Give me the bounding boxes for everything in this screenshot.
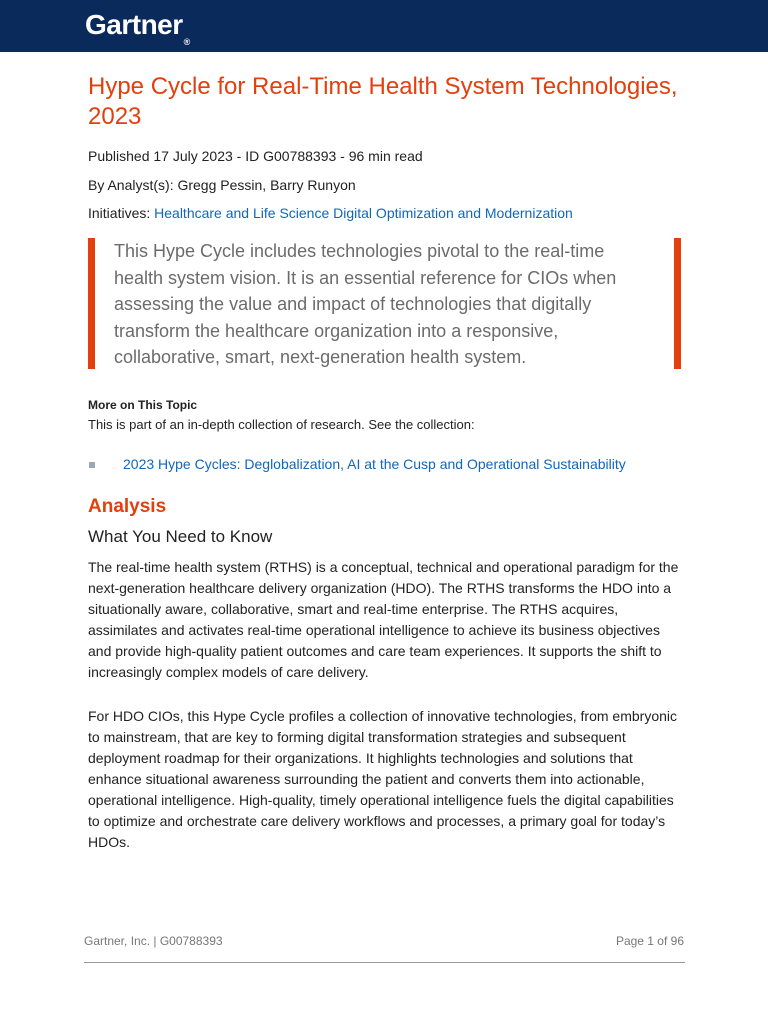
footer-page-number: Page 1 of 96 xyxy=(615,934,684,948)
header-bar xyxy=(0,0,768,52)
what-you-need-to-know-heading: What You Need to Know xyxy=(88,527,273,546)
published-info: Published 17 July 2023 - ID G00788393 - 96 min read xyxy=(88,148,423,164)
initiatives-info xyxy=(88,204,573,222)
more-topic-title: More on This Topic xyxy=(88,398,198,412)
logo-text: Gartner xyxy=(85,9,183,40)
list-bullet xyxy=(89,462,95,468)
footer-divider xyxy=(84,962,685,963)
analysis-paragraph-2: For HDO CIOs, this Hype Cycle profiles a collection of innovative technologies, from embryonic to mainstream, that are key to forming digital transformation strategies and subsequent deployment roadmap for their organizations. It highlights technologies and solutions that enhance situational awareness surrounding the patient and converts them into actionable, operational intelligence. High-quality, timely operational intelligence fuels the digital capabilities to optimize and orchestrate care delivery workflows and processes, a primary goal for today’s HDOs. xyxy=(88,708,678,850)
gartner-logo[interactable] xyxy=(85,8,190,47)
analysis-paragraph-1: The real-time health system (RTHS) is a conceptual, technical and operational paradigm for the next-generation healthcare delivery organization (HDO). The RTHS transforms the HDO into a situationally aware, collaborative, smart and real-time enterprise. The RTHS acquires, assimilates and activates real-time operational intelligence to achieve its business objectives and provide high-quality patient outcomes and care team experiences. It supports the shift to increasingly complex models of care delivery. xyxy=(88,559,679,680)
registered-mark: ® xyxy=(183,37,190,47)
analysts-info: By Analyst(s): Gregg Pessin, Barry Runyon xyxy=(88,177,356,193)
more-topic-description: This is part of an in-depth collection of research. See the collection: xyxy=(88,417,475,432)
collection-link[interactable]: 2023 Hype Cycles: Deglobalization, AI at the Cusp and Operational Sustainability xyxy=(123,456,626,472)
footer-document-id: Gartner, Inc. | G00788393 xyxy=(84,934,223,948)
summary-callout xyxy=(88,238,681,369)
summary-text: This Hype Cycle includes technologies pivotal to the real-time health system vision. It is an essential reference for CIOs when assessing the value and impact of technologies that digitally transform the healthcare organization into a responsive, collaborative, smart, next-generation health system. xyxy=(114,241,617,368)
document-title: Hype Cycle for Real-Time Health System Technologies, 2023 xyxy=(88,73,678,130)
analysis-heading: Analysis xyxy=(88,496,167,517)
initiatives-label: Initiatives: xyxy=(88,205,155,221)
initiatives-link[interactable]: Healthcare and Life Science Digital Optimization and Modernization xyxy=(154,205,573,221)
